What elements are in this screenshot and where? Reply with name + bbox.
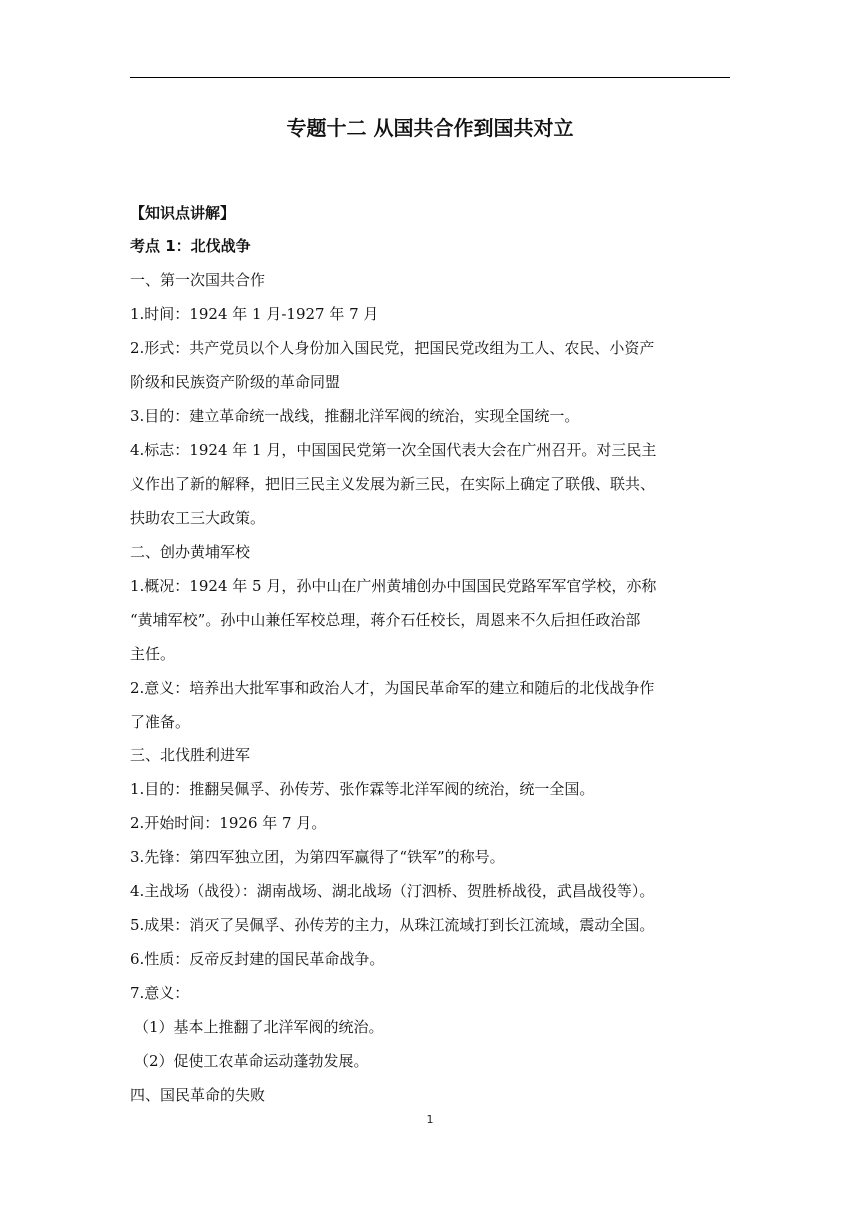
- paragraph-line: 了准备。: [130, 713, 191, 731]
- document-title: 专题十二 从国共合作到国共对立: [286, 116, 574, 140]
- page-number: 1: [426, 1113, 434, 1126]
- subheading-northern-expedition: 三、北伐胜利进军: [130, 746, 251, 764]
- paragraph-line: 1.概况：1924 年 5 月，孙中山在广州黄埔创办中国国民党路军军官学校，亦称: [130, 577, 657, 595]
- paragraph-line: 义作出了新的解释，把旧三民主义发展为新三民，在实际上确定了联俄、联共、: [130, 475, 656, 493]
- paragraph-line: 主任。: [130, 645, 176, 663]
- paragraph-line: 2.形式：共产党员以个人身份加入国民党，把国民党改组为工人、农民、小资产: [130, 339, 655, 357]
- paragraph-line: 阶级和民族资产阶级的革命同盟: [130, 373, 341, 391]
- paragraph-line: 7.意义：: [130, 984, 190, 1002]
- section-heading-knowledge: 【知识点讲解】: [130, 204, 236, 222]
- paragraph-line: 5.成果：消灭了吴佩孚、孙传芳的主力，从珠江流域打到长江流域，震动全国。: [130, 916, 655, 934]
- paragraph-line: 3.目的：建立革命统一战线，推翻北洋军阀的统治，实现全国统一。: [130, 407, 580, 425]
- paragraph-line: 2.意义：培养出大批军事和政治人才，为国民革命军的建立和随后的北伐战争作: [130, 679, 655, 697]
- header-rule: [130, 77, 730, 78]
- paragraph-line: 4.主战场（战役）：湖南战场、湖北战场（汀泗桥、贺胜桥战役，武昌战役等）。: [130, 882, 655, 900]
- topic-heading-northern-expedition: 考点 1：北伐战争: [130, 237, 251, 255]
- paragraph-line: 2.开始时间：1926 年 7 月。: [130, 814, 327, 832]
- paragraph-line: “黄埔军校”。孙中山兼任军校总理，蒋介石任校长，周恩来不久后担任政治部: [130, 611, 641, 629]
- paragraph-line: 4.标志：1924 年 1 月，中国国民党第一次全国代表大会在广州召开。对三民主: [130, 441, 657, 459]
- paragraph-line: 1.目的：推翻吴佩孚、孙传芳、张作霖等北洋军阀的统治，统一全国。: [130, 780, 595, 798]
- list-item: （2）促使工农革命运动蓬勃发展。: [134, 1052, 369, 1070]
- paragraph-line: 扶助农工三大政策。: [130, 509, 266, 527]
- subheading-revolution-failure: 四、国民革命的失败: [130, 1086, 266, 1104]
- subheading-whampoa: 二、创办黄埔军校: [130, 543, 251, 561]
- paragraph-line: 3.先锋：第四军独立团，为第四军赢得了“铁军”的称号。: [130, 848, 505, 866]
- subheading-first-cooperation: 一、第一次国共合作: [130, 271, 266, 289]
- paragraph-line: 6.性质：反帝反封建的国民革命战争。: [130, 950, 385, 968]
- list-item: （1）基本上推翻了北洋军阀的统治。: [134, 1018, 384, 1036]
- paragraph-line: 1.时间：1924 年 1 月-1927 年 7 月: [130, 305, 379, 323]
